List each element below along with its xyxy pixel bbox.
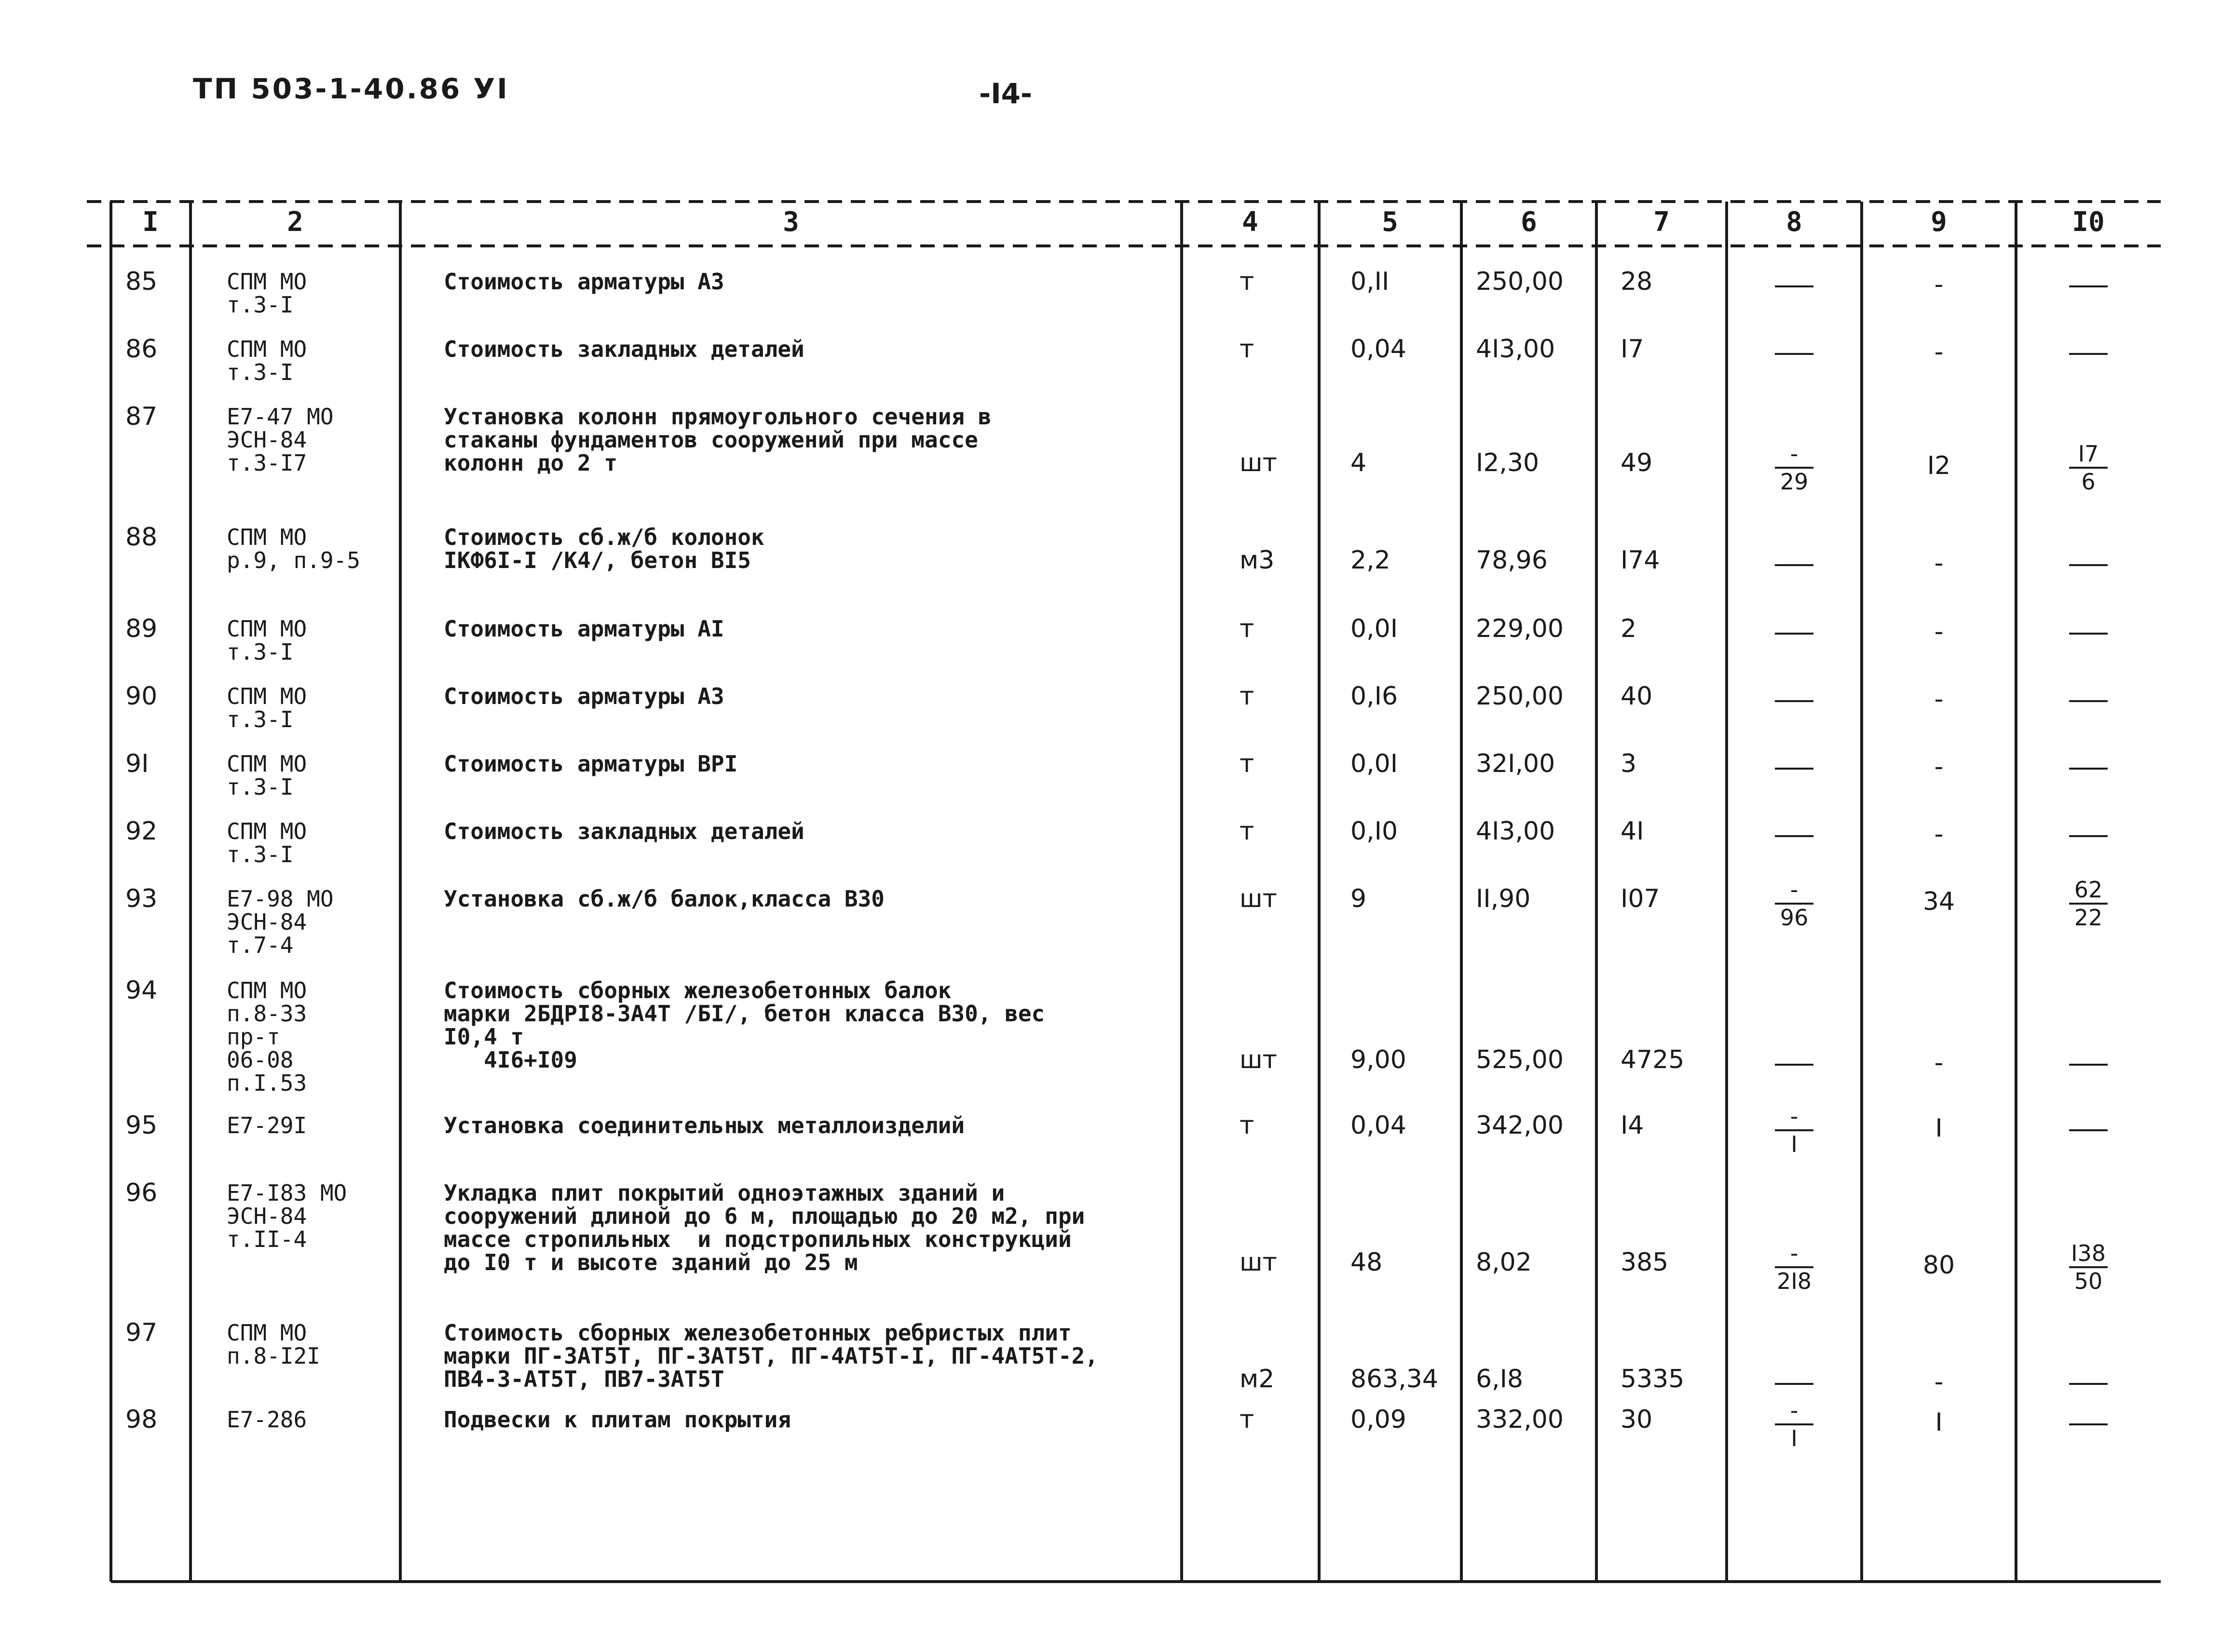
row-col10-fraction <box>2059 1241 2117 1293</box>
row-unit-price: II,90 <box>1476 884 1531 913</box>
fraction-numerator: 62 <box>2074 877 2103 903</box>
fraction-bar <box>2069 285 2108 287</box>
row-description: IКФ6I-I /К4/, бетон ВI5 <box>444 547 751 573</box>
row-reference: п.I.53 <box>227 1070 307 1096</box>
row-reference: ЭСН-84 <box>227 909 307 935</box>
row-quantity: 0,II <box>1350 267 1390 296</box>
fraction-bar <box>1775 1383 1813 1385</box>
row-number: 98 <box>125 1405 158 1434</box>
row-quantity: 0,0I <box>1350 749 1398 778</box>
row-cost: 3 <box>1621 749 1637 778</box>
row-unit: м3 <box>1240 546 1275 575</box>
row-col8-fraction <box>1765 743 1823 795</box>
row-description: Стоимость арматуры А3 <box>444 683 724 709</box>
row-cost: I4 <box>1621 1111 1644 1140</box>
row-description: Установка соединительных металлоизделий <box>444 1112 965 1138</box>
row-col9-value: - <box>1934 549 1944 578</box>
fraction-bar <box>1775 768 1813 770</box>
row-quantity: 9 <box>1350 884 1367 913</box>
row-unit: т <box>1240 335 1254 364</box>
fraction-numerator <box>1765 675 1823 699</box>
row-cost: 4I <box>1621 817 1644 846</box>
row-unit: т <box>1240 1405 1254 1434</box>
row-col10-fraction <box>2059 878 2117 930</box>
row-reference: п.8-33 <box>227 1001 307 1027</box>
row-unit: т <box>1240 267 1254 296</box>
row-reference: т.7-4 <box>227 932 294 958</box>
row-quantity: 4 <box>1350 448 1367 477</box>
row-col10-fraction <box>2059 743 2117 795</box>
fraction-numerator <box>2059 260 2117 284</box>
fraction-denominator <box>2059 636 2117 660</box>
row-reference: т.3-I <box>227 292 294 318</box>
estimate-table <box>87 193 2161 1591</box>
row-number: 96 <box>125 1178 158 1207</box>
row-cost: 4725 <box>1621 1045 1685 1074</box>
row-col9-value: - <box>1934 617 1944 646</box>
row-number: 87 <box>125 402 158 431</box>
row-description: сооружений длиной до 6 м, площадью до 20 м2, при <box>444 1203 1085 1229</box>
row-unit-price: 6,I8 <box>1476 1365 1524 1394</box>
row-col9-value: I <box>1935 1408 1943 1437</box>
row-unit-price: 32I,00 <box>1476 749 1555 778</box>
row-cost: 385 <box>1621 1248 1669 1277</box>
row-description: марки 2БДРI8-3А4Т /БI/, бетон класса В30, вес <box>444 1001 1045 1027</box>
fraction-numerator <box>2059 1039 2117 1063</box>
fraction-numerator <box>2059 608 2117 632</box>
row-unit-price: 250,00 <box>1476 267 1564 296</box>
row-reference: СПМ МО <box>227 524 307 550</box>
fraction-bar <box>1775 633 1813 635</box>
fraction-denominator: 22 <box>2074 905 2103 931</box>
row-reference: СПМ МО <box>227 751 307 777</box>
row-reference: р.9, п.9-5 <box>227 547 360 573</box>
fraction-bar <box>2069 353 2108 355</box>
row-col8-fraction <box>1765 539 1823 591</box>
row-col9-value: - <box>1934 752 1944 781</box>
row-description: Стоимость закладных деталей <box>444 336 804 362</box>
row-description: марки ПГ-3АТ5Т, ПГ-3АТ5Т, ПГ-4АТ5Т-I, ПГ-4АТ5Т-2, <box>444 1343 1099 1369</box>
fraction-bar <box>2069 768 2108 770</box>
fraction-numerator <box>1765 539 1823 563</box>
row-reference: СПМ МО <box>227 1320 307 1346</box>
fraction-denominator <box>2059 1426 2117 1450</box>
row-unit: м2 <box>1240 1365 1275 1394</box>
row-number: 85 <box>125 267 158 296</box>
row-unit-price: 4I3,00 <box>1476 817 1555 846</box>
row-unit-price: I2,30 <box>1476 448 1540 477</box>
row-cost: I07 <box>1621 884 1660 913</box>
row-cost: 2 <box>1621 614 1637 643</box>
fraction-denominator <box>2059 1067 2117 1091</box>
fraction-denominator <box>1765 288 1823 312</box>
row-col8-fraction <box>1765 442 1823 494</box>
row-col9-value: - <box>1934 270 1944 299</box>
row-col9-value: - <box>1934 820 1944 849</box>
row-col10-fraction <box>2059 539 2117 591</box>
fraction-denominator <box>2059 356 2117 380</box>
row-cost: 30 <box>1621 1405 1653 1434</box>
row-reference: СПМ МО <box>227 616 307 642</box>
row-unit: т <box>1240 817 1254 846</box>
row-quantity: 9,00 <box>1350 1045 1406 1074</box>
row-col10-fraction <box>2059 810 2117 862</box>
row-col9-value: I2 <box>1927 451 1951 480</box>
row-col9-value: I <box>1935 1114 1943 1143</box>
row-number: 89 <box>125 614 158 643</box>
column-header-4: 4 <box>1242 206 1258 238</box>
fraction-denominator <box>1765 1067 1823 1091</box>
fraction-numerator <box>1765 328 1823 352</box>
fraction-denominator <box>1765 356 1823 380</box>
row-cost: I7 <box>1621 335 1644 364</box>
row-quantity: 0,I6 <box>1350 682 1398 711</box>
row-quantity: 0,0I <box>1350 614 1398 643</box>
fraction-numerator <box>2059 328 2117 352</box>
row-col10-fraction <box>2059 442 2117 494</box>
column-header-5: 5 <box>1382 206 1398 238</box>
fraction-bar <box>2069 564 2108 566</box>
fraction-numerator: I7 <box>2078 441 2099 467</box>
row-quantity: 0,I0 <box>1350 817 1398 846</box>
row-reference: ЭСН-84 <box>227 427 307 453</box>
row-reference: п.8-I2I <box>227 1343 320 1369</box>
fraction-denominator: I <box>1791 1425 1798 1451</box>
fraction-denominator <box>1765 636 1823 660</box>
row-number: 86 <box>125 335 158 364</box>
row-quantity: 0,04 <box>1350 1111 1406 1140</box>
row-description: Стоимость сборных железобетонных ребристых плит <box>444 1320 1072 1346</box>
row-description: Стоимость арматуры АI <box>444 616 724 642</box>
row-col10-fraction <box>2059 675 2117 727</box>
row-description: Стоимость сборных железобетонных балок <box>444 977 952 1003</box>
fraction-numerator <box>2059 1398 2117 1422</box>
fraction-numerator <box>2059 675 2117 699</box>
row-col9-value: - <box>1934 1368 1944 1396</box>
row-reference: т.3-I <box>227 774 294 800</box>
row-reference: СПМ МО <box>227 818 307 844</box>
row-quantity: 863,34 <box>1350 1365 1438 1394</box>
fraction-bar <box>1775 353 1813 355</box>
row-col10-fraction <box>2059 1104 2117 1156</box>
fraction-denominator <box>2059 567 2117 591</box>
row-number: 93 <box>125 884 158 913</box>
fraction-bar <box>1775 564 1813 566</box>
fraction-denominator <box>2059 288 2117 312</box>
column-header-1: I <box>142 206 159 238</box>
fraction-denominator <box>2059 771 2117 795</box>
row-reference: СПМ МО <box>227 336 307 362</box>
row-unit-price: 250,00 <box>1476 682 1564 711</box>
table-grid <box>87 193 2161 1591</box>
row-unit-price: 342,00 <box>1476 1111 1564 1140</box>
fraction-denominator <box>2059 1132 2117 1156</box>
row-unit: шт <box>1240 448 1277 477</box>
fraction-bar <box>2069 633 2108 635</box>
row-description: до I0 т и высоте зданий до 25 м <box>444 1249 858 1275</box>
row-reference: СПМ МО <box>227 683 307 709</box>
row-unit: шт <box>1240 1248 1277 1277</box>
row-unit: т <box>1240 1111 1254 1140</box>
row-col9-value: - <box>1934 338 1944 366</box>
row-reference: СПМ МО <box>227 977 307 1003</box>
fraction-denominator <box>1765 771 1823 795</box>
row-number: 92 <box>125 817 158 846</box>
row-unit-price: 332,00 <box>1476 1405 1564 1434</box>
row-number: 90 <box>125 682 158 711</box>
fraction-denominator: 96 <box>1780 905 1809 931</box>
row-col8-fraction <box>1765 675 1823 727</box>
row-reference: т.3-I <box>227 841 294 867</box>
row-reference: Е7-29I <box>227 1112 307 1138</box>
row-col8-fraction <box>1765 1104 1823 1156</box>
fraction-numerator <box>2059 1358 2117 1382</box>
row-description: Укладка плит покрытий одноэтажных зданий и <box>444 1180 1005 1206</box>
row-quantity: 48 <box>1350 1248 1383 1277</box>
row-cost: I74 <box>1621 546 1660 575</box>
row-number: 94 <box>125 976 158 1005</box>
row-col10-fraction <box>2059 1039 2117 1091</box>
row-col8-fraction <box>1765 1398 1823 1450</box>
fraction-bar <box>2069 700 2108 702</box>
row-description: Стоимость арматуры ВРI <box>444 751 738 777</box>
column-header-2: 2 <box>287 206 303 238</box>
column-header-8: 8 <box>1786 206 1802 238</box>
row-quantity: 2,2 <box>1350 546 1390 575</box>
row-unit: шт <box>1240 884 1277 913</box>
row-reference: пр-т <box>227 1024 280 1050</box>
fraction-numerator: - <box>1790 1103 1799 1129</box>
row-number: 97 <box>125 1318 158 1347</box>
column-header-6: 6 <box>1521 206 1537 238</box>
fraction-denominator: 6 <box>2081 469 2096 495</box>
fraction-denominator: I <box>1791 1131 1798 1157</box>
row-cost: 5335 <box>1621 1365 1685 1394</box>
row-quantity: 0,04 <box>1350 335 1406 364</box>
row-number: 9I <box>125 749 149 778</box>
row-col10-fraction <box>2059 328 2117 380</box>
row-reference: ЭСН-84 <box>227 1203 307 1229</box>
row-col8-fraction <box>1765 878 1823 930</box>
row-reference: т.3-I <box>227 639 294 665</box>
row-description: Стоимость сб.ж/б колонок <box>444 524 764 550</box>
document-code: ТП 503-1-40.86 УI <box>193 72 509 105</box>
fraction-numerator: - <box>1790 441 1799 467</box>
row-description: колонн до 2 т <box>444 450 618 476</box>
column-header-3: 3 <box>783 206 799 238</box>
row-reference: Е7-47 МО <box>227 404 334 430</box>
row-unit-price: 78,96 <box>1476 546 1548 575</box>
fraction-denominator: 50 <box>2074 1268 2103 1294</box>
row-col9-value: - <box>1934 685 1944 714</box>
fraction-denominator <box>1765 838 1823 862</box>
row-description: Установка колонн прямоугольного сечения в <box>444 404 992 430</box>
fraction-numerator: - <box>1790 1397 1799 1423</box>
fraction-numerator <box>2059 743 2117 767</box>
fraction-bar <box>1775 700 1813 702</box>
row-description: Установка сб.ж/б балок,класса В30 <box>444 886 885 912</box>
row-col9-value: 34 <box>1922 887 1955 916</box>
fraction-denominator <box>1765 703 1823 727</box>
row-cost: 40 <box>1621 682 1653 711</box>
row-col9-value: 80 <box>1922 1251 1955 1280</box>
fraction-bar <box>1775 285 1813 287</box>
fraction-numerator: - <box>1790 877 1799 903</box>
fraction-numerator <box>1765 810 1823 834</box>
fraction-bar <box>2069 1383 2108 1385</box>
fraction-bar <box>2069 1129 2108 1131</box>
row-col8-fraction <box>1765 1241 1823 1293</box>
fraction-denominator <box>2059 703 2117 727</box>
row-reference: СПМ МО <box>227 269 307 295</box>
page-number: -I4- <box>979 77 1033 110</box>
row-number: 88 <box>125 523 158 552</box>
row-unit: шт <box>1240 1045 1277 1074</box>
row-col9-value: - <box>1934 1048 1944 1077</box>
fraction-numerator <box>1765 1039 1823 1063</box>
fraction-bar <box>2069 835 2108 837</box>
row-description: ПВ4-3-АТ5Т, ПВ7-3АТ5Т <box>444 1366 724 1392</box>
fraction-numerator <box>2059 1104 2117 1128</box>
row-unit-price: 229,00 <box>1476 614 1564 643</box>
fraction-numerator: - <box>1790 1240 1799 1266</box>
row-description: I0,4 т <box>444 1024 524 1050</box>
column-header-9: 9 <box>1931 206 1947 238</box>
fraction-denominator: 2I8 <box>1776 1268 1812 1294</box>
row-col8-fraction <box>1765 260 1823 312</box>
column-header-10: I0 <box>2072 206 2105 238</box>
fraction-numerator <box>2059 810 2117 834</box>
row-col8-fraction <box>1765 328 1823 380</box>
row-description: Подвески к плитам покрытия <box>444 1407 791 1433</box>
fraction-numerator: I38 <box>2071 1240 2106 1266</box>
row-unit-price: 4I3,00 <box>1476 335 1555 364</box>
column-header-7: 7 <box>1653 206 1670 238</box>
fraction-bar <box>1775 835 1813 837</box>
row-reference: т.3-I7 <box>227 450 307 476</box>
row-description: Стоимость закладных деталей <box>444 818 804 844</box>
fraction-numerator <box>2059 539 2117 563</box>
row-cost: 28 <box>1621 267 1653 296</box>
fraction-denominator <box>2059 838 2117 862</box>
fraction-bar <box>2069 1064 2108 1066</box>
row-number: 95 <box>125 1111 158 1140</box>
row-unit: т <box>1240 749 1254 778</box>
row-quantity: 0,09 <box>1350 1405 1406 1434</box>
fraction-denominator: 29 <box>1780 469 1809 495</box>
fraction-bar <box>1775 1064 1813 1066</box>
fraction-denominator <box>1765 567 1823 591</box>
row-reference: т.3-I <box>227 706 294 732</box>
row-description: 4I6+I09 <box>444 1047 577 1073</box>
row-unit: т <box>1240 614 1254 643</box>
row-reference: Е7-I83 МО <box>227 1180 347 1206</box>
fraction-bar <box>2069 1423 2108 1425</box>
row-unit-price: 525,00 <box>1476 1045 1564 1074</box>
row-col10-fraction <box>2059 608 2117 660</box>
row-description: Стоимость арматуры А3 <box>444 269 724 295</box>
row-unit-price: 8,02 <box>1476 1248 1532 1277</box>
row-reference: т.3-I <box>227 359 294 385</box>
row-col10-fraction <box>2059 1398 2117 1450</box>
row-col8-fraction <box>1765 1039 1823 1091</box>
row-col10-fraction <box>2059 260 2117 312</box>
row-reference: т.II-4 <box>227 1226 307 1252</box>
row-cost: 49 <box>1621 448 1653 477</box>
row-description: массе стропильных и подстропильных конструкций <box>444 1226 1072 1252</box>
row-unit: т <box>1240 682 1254 711</box>
row-col8-fraction <box>1765 810 1823 862</box>
fraction-numerator <box>1765 743 1823 767</box>
fraction-numerator <box>1765 260 1823 284</box>
row-reference: Е7-98 МО <box>227 886 334 912</box>
fraction-numerator <box>1765 608 1823 632</box>
fraction-numerator <box>1765 1358 1823 1382</box>
row-col8-fraction <box>1765 608 1823 660</box>
row-reference: Е7-286 <box>227 1407 307 1433</box>
row-description: стаканы фундаментов сооружений при массе <box>444 427 978 453</box>
row-reference: 06-08 <box>227 1047 294 1073</box>
